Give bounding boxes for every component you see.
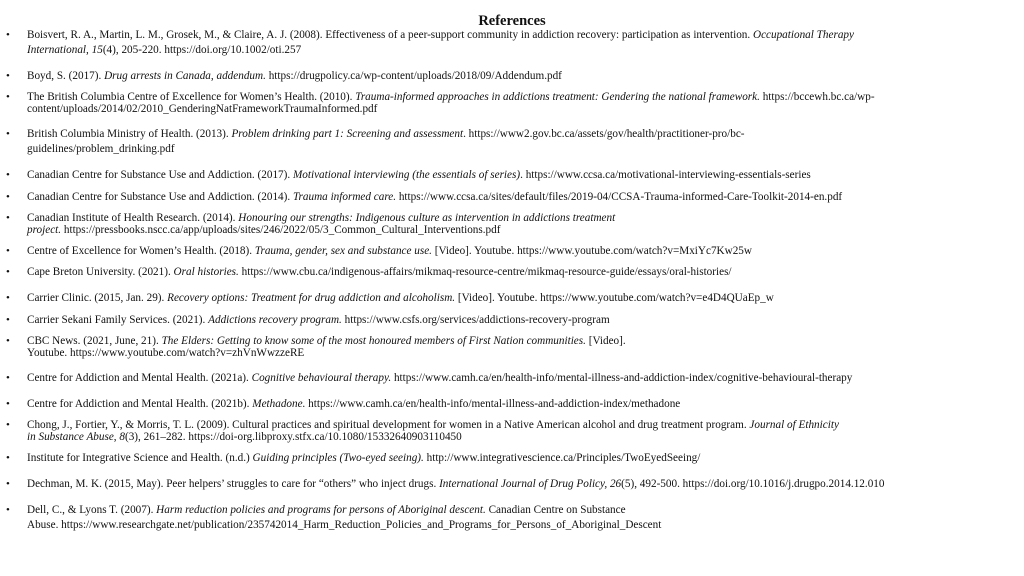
bullet-icon: • (6, 245, 10, 257)
bullet-icon: • (6, 398, 10, 410)
reference-line (27, 244, 1016, 259)
reference-line (27, 265, 1016, 280)
text-segment: Chong, J., Fortier, Y., & Morris, T. L. (2009). Cultural practices and spiritual development for women in a Native American alcohol and drug treatment program. (27, 419, 750, 431)
text-segment: (4), 205-220. https://doi.org/10.1002/oti.257 (102, 44, 302, 56)
italic-segment: Occupational Therapy (752, 29, 854, 41)
reference-text (27, 477, 1016, 492)
bullet-icon: • (6, 419, 10, 431)
italic-segment: International Journal of Drug Policy, 26 (439, 478, 622, 490)
italic-segment: Recovery options: Treatment for drug addiction and alcoholism. (167, 292, 456, 304)
text-segment: Centre for Addiction and Mental Health. (2021b). (27, 398, 253, 410)
page-title: References (478, 13, 546, 29)
reference-text (27, 397, 1016, 412)
italic-segment: Honouring our strengths: Indigenous culture as intervention in addictions treatment (238, 212, 616, 224)
italic-segment: Journal of Ethnicity (749, 419, 839, 431)
reference-line (27, 190, 1016, 205)
text-segment: (3), 261–282. https://doi-org.libproxy.stfx.ca/10.1080/15332640903110450 (124, 431, 462, 443)
text-segment: Centre for Addiction and Mental Health. (2021a). (27, 372, 252, 384)
bullet-icon: • (6, 292, 10, 304)
text-segment: , (113, 431, 120, 443)
reference-text (27, 168, 1016, 183)
text-segment: . https://www.ccsa.ca/motivational-interviewing-essentials-series (520, 169, 811, 181)
reference-text (27, 265, 1016, 280)
text-segment: Canadian Centre for Substance Use and Addiction. (2014). (27, 191, 293, 203)
reference-text (27, 91, 1016, 115)
bullet-icon: • (6, 452, 10, 464)
reference-text (27, 190, 1016, 205)
reference-text (27, 244, 1016, 259)
text-segment: [Video]. Youtube. https://www.youtube.com/watch?v=MxiYc7Kw25w (431, 245, 752, 257)
italic-segment: Methadone. (252, 398, 306, 410)
italic-segment: Cognitive behavioural therapy. (251, 372, 392, 384)
bullet-icon: • (6, 191, 10, 203)
reference-line (27, 142, 1016, 157)
reference-line (27, 212, 1016, 224)
reference-line (27, 371, 1016, 386)
reference-line (27, 28, 1016, 43)
text-segment: http://www.integrativescience.ca/Principles/TwoEyedSeeing/ (423, 452, 701, 464)
bullet-icon: • (6, 91, 10, 103)
bullet-icon: • (6, 314, 10, 326)
reference-line (27, 69, 1016, 84)
reference-text (27, 335, 1016, 359)
bullet-icon: • (6, 29, 10, 41)
text-segment: https://www.camh.ca/en/health-info/mental-illness-and-addiction-index/methadone (305, 398, 681, 410)
text-segment: https://www.ccsa.ca/sites/default/files/2019-04/CCSA-Trauma-informed-Care-Toolkit-2014-en.pdf (396, 191, 843, 203)
text-segment: Institute for Integrative Science and Health. (n.d.) (27, 452, 253, 464)
reference-text (27, 419, 1016, 443)
bullet-icon: • (6, 169, 10, 181)
italic-segment: Trauma informed care. (292, 191, 397, 203)
reference-line (27, 291, 1016, 306)
italic-segment: The Elders: Getting to know some of the most honoured members of First Nation communities. (161, 335, 586, 347)
text-segment: Carrier Clinic. (2015, Jan. 29). (27, 292, 168, 304)
text-segment: Dechman, M. K. (2015, May). Peer helpers’ struggles to care for “others” who inject drugs. (27, 478, 440, 490)
reference-text (27, 212, 1016, 236)
text-segment: https://bccewh.bc.ca/wp- (759, 91, 875, 103)
italic-segment: project. (27, 224, 62, 236)
text-segment: https://www.cbu.ca/indigenous-affairs/mikmaq-resource-centre/mikmaq-resource-guide/essays/oral-histories/ (238, 266, 732, 278)
reference-line (27, 431, 1016, 443)
italic-segment: in Substance Abuse (27, 431, 114, 443)
text-segment: Boyd, S. (2017). (27, 70, 105, 82)
bullet-icon: • (6, 70, 10, 82)
reference-line (27, 43, 1016, 58)
reference-text (27, 28, 1016, 58)
reference-line (27, 503, 1016, 518)
text-segment: https://pressbooks.nscc.ca/app/uploads/sites/246/2022/05/3_Common_Cultural_Interventions.pdf (61, 224, 501, 236)
reference-line (27, 397, 1016, 412)
reference-line (27, 168, 1016, 183)
reference-text (27, 69, 1016, 84)
bullet-icon: • (6, 335, 10, 347)
bullet-icon: • (6, 478, 10, 490)
italic-segment: International, 15 (27, 44, 103, 56)
italic-segment: Addictions recovery program. (208, 314, 342, 326)
bullet-icon: • (6, 504, 10, 516)
text-segment: Abuse. https://www.researchgate.net/publication/235742014_Harm_Reduction_Policies_and_Programs_for_Persons_of_Aboriginal_Descent (27, 519, 662, 531)
text-segment: The British Columbia Centre of Excellence for Women’s Health. (2010). (27, 91, 356, 103)
reference-line (27, 477, 1016, 492)
text-segment: [Video]. Youtube. https://www.youtube.com/watch?v=e4D4QUaEp_w (455, 292, 774, 304)
text-segment: content/uploads/2014/02/2010_GenderingNatFrameworkTraumaInformed.pdf (27, 103, 378, 115)
reference-line (27, 451, 1016, 466)
text-segment: Canadian Centre for Substance Use and Addiction. (2017). (27, 169, 293, 181)
text-segment: Cape Breton University. (2021). (27, 266, 174, 278)
italic-segment: Motivational interviewing (the essentials of series) (292, 169, 521, 181)
bullet-icon: • (6, 212, 10, 224)
reference-line (27, 518, 1016, 533)
text-segment: Boisvert, R. A., Martin, L. M., Grosek, M., & Claire, A. J. (2008). Effectiveness of a peer-support community in addiction recovery: participation as intervention. (27, 29, 753, 41)
text-segment: Dell, C., & Lyons T. (2007). (27, 504, 157, 516)
text-segment: British Columbia Ministry of Health. (2013). (27, 128, 232, 140)
reference-line (27, 103, 1016, 115)
text-segment: https://drugpolicy.ca/wp-content/uploads/2018/09/Addendum.pdf (265, 70, 562, 82)
text-segment: Youtube. https://www.youtube.com/watch?v=zhVnWwzzeRE (27, 347, 305, 359)
text-segment: https://www.camh.ca/en/health-info/mental-illness-and-addiction-index/cognitive-behavioural-therapy (391, 372, 853, 384)
italic-segment: Oral histories. (173, 266, 239, 278)
text-segment: Centre of Excellence for Women’s Health. (2018). (27, 245, 255, 257)
text-segment: Carrier Sekani Family Services. (2021). (27, 314, 209, 326)
text-segment: Canadian Centre on Substance (485, 504, 626, 516)
reference-text (27, 291, 1016, 306)
reference-line (27, 347, 1016, 359)
italic-segment: Drug arrests in Canada, addendum. (104, 70, 266, 82)
reference-line (27, 224, 1016, 236)
reference-text (27, 371, 1016, 386)
reference-line (27, 91, 1016, 103)
italic-segment: Trauma-informed approaches in addictions treatment: Gendering the national framework. (355, 91, 760, 103)
reference-line (27, 419, 1016, 431)
text-segment: Canadian Institute of Health Research. (2014). (27, 212, 239, 224)
italic-segment: Guiding principles (Two-eyed seeing). (252, 452, 424, 464)
italic-segment: 8 (119, 431, 125, 443)
text-segment: https://www.csfs.org/services/addictions-recovery-program (341, 314, 610, 326)
bullet-icon: • (6, 266, 10, 278)
reference-text (27, 451, 1016, 466)
bullet-icon: • (6, 372, 10, 384)
italic-segment: Trauma, gender, sex and substance use. (254, 245, 432, 257)
reference-text (27, 313, 1016, 328)
reference-text (27, 127, 1016, 157)
text-segment: CBC News. (2021, June, 21). (27, 335, 162, 347)
text-segment: [Video]. (585, 335, 626, 347)
text-segment: . https://www2.gov.bc.ca/assets/gov/health/practitioner-pro/bc- (463, 128, 745, 140)
reference-line (27, 127, 1016, 142)
reference-line (27, 335, 1016, 347)
text-segment: guidelines/problem_drinking.pdf (27, 143, 175, 155)
reference-line (27, 313, 1016, 328)
bullet-icon: • (6, 128, 10, 140)
text-segment: (5), 492-500. https://doi.org/10.1016/j.drugpo.2014.12.010 (621, 478, 885, 490)
reference-text (27, 503, 1016, 533)
italic-segment: Harm reduction policies and programs for persons of Aboriginal descent. (156, 504, 486, 516)
italic-segment: Problem drinking part 1: Screening and assessment (231, 128, 464, 140)
